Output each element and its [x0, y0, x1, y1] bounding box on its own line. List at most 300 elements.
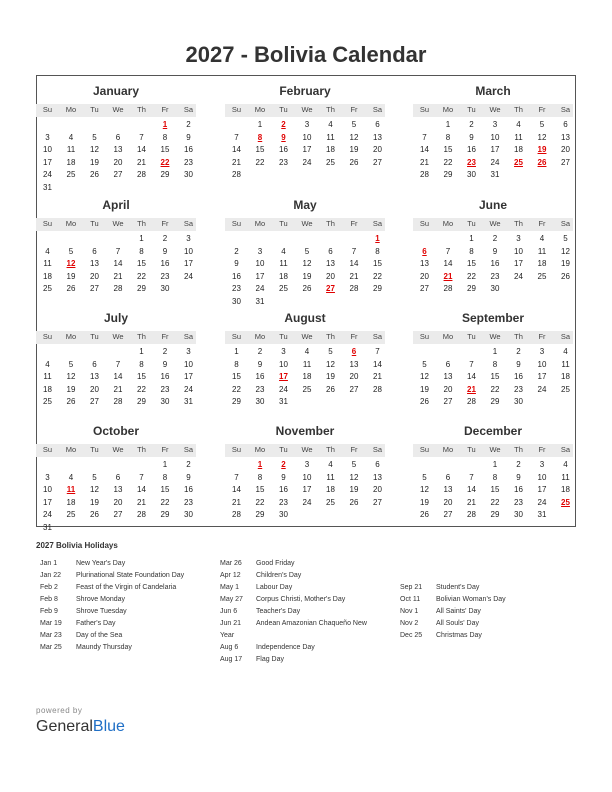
calendar-day: 7 [139, 472, 144, 482]
weekday-label: Tu [467, 445, 476, 454]
calendar-day: 26 [302, 284, 312, 294]
holiday-day: 21 [443, 271, 453, 281]
weekday-label: Tu [279, 445, 288, 454]
calendar-day: 6 [92, 246, 97, 256]
weekday-header [36, 104, 196, 117]
calendar-day: 19 [349, 145, 359, 155]
holiday-name: Shrove Tuesday [76, 608, 127, 615]
calendar-day: 13 [443, 372, 453, 382]
weekday-header [413, 104, 573, 117]
calendar-day: 12 [349, 472, 359, 482]
holiday-date: Aug 6 [220, 644, 239, 651]
calendar-day: 21 [113, 384, 123, 394]
calendar-day: 7 [115, 246, 121, 256]
calendar-day: 11 [302, 359, 312, 369]
calendar-day: 25 [66, 510, 76, 520]
calendar-day: 29 [137, 397, 146, 407]
weekday-label: Tu [90, 105, 99, 114]
holiday-day: 17 [279, 372, 288, 382]
calendar-day: 20 [113, 157, 123, 167]
calendar-day: 9 [257, 359, 263, 369]
calendar-day: 18 [66, 497, 76, 507]
calendar-day: 24 [302, 497, 312, 507]
calendar-day: 26 [90, 170, 99, 180]
weekday-header [413, 218, 573, 231]
calendar-day: 2 [162, 234, 168, 243]
calendar-day: 25 [326, 497, 335, 507]
weekday-label: Su [231, 445, 242, 454]
calendar-day: 14 [373, 359, 382, 369]
holiday-day: 6 [422, 246, 427, 256]
weekday-label: Tu [90, 219, 99, 228]
calendar-day: 1 [139, 347, 144, 356]
calendar-day: 18 [302, 372, 312, 382]
calendar-day: 30 [279, 510, 288, 520]
holiday-day: 1 [162, 120, 168, 129]
weekday-label: Th [514, 332, 523, 341]
weekday-label: Sa [560, 445, 571, 454]
calendar-day: 23 [514, 497, 523, 507]
calendar-day: 4 [539, 234, 545, 243]
calendar-day: 21 [467, 497, 476, 507]
weekday-label: Su [419, 105, 430, 114]
calendar-day: 4 [328, 120, 333, 129]
holiday-day: 25 [514, 157, 523, 167]
calendar-day: 31 [490, 170, 500, 180]
calendar-day: 20 [373, 145, 382, 155]
calendar-day: 18 [326, 485, 335, 495]
calendar-day: 6 [375, 120, 380, 129]
calendar-day: 29 [160, 510, 170, 520]
calendar-day: 6 [445, 359, 451, 369]
holiday-date: Oct 11 [400, 596, 421, 603]
calendar-day: 12 [537, 132, 547, 142]
weekday-label: Tu [279, 332, 288, 341]
calendar-day: 25 [43, 397, 52, 407]
brand-text-blue: Blue [92, 718, 125, 735]
calendar-day: 30 [184, 170, 193, 180]
month-name: September [461, 311, 525, 325]
holiday-date: Nov 2 [400, 620, 419, 627]
calendar-day: 5 [68, 359, 74, 369]
calendar-day: 4 [281, 246, 286, 256]
calendar-day: 16 [232, 271, 241, 281]
calendar-day: 14 [349, 259, 359, 269]
holiday-name: Independence Day [256, 644, 315, 651]
calendar-day: 27 [349, 384, 359, 394]
calendar-day: 1 [445, 120, 451, 129]
calendar-day: 31 [255, 297, 265, 306]
month-july [36, 311, 196, 416]
holiday-name: Feast of the Virgin of Candelaria [76, 584, 177, 591]
weekday-label: Tu [467, 332, 476, 341]
calendar-day: 7 [351, 246, 357, 256]
calendar-day: 6 [375, 460, 380, 469]
calendar-day: 31 [184, 397, 193, 407]
calendar-day: 2 [186, 120, 191, 129]
calendar-day: 29 [373, 284, 382, 294]
calendar-day: 22 [160, 497, 170, 507]
weekday-label: Tu [279, 105, 288, 114]
weekday-label: Th [514, 445, 523, 454]
calendar-day: 15 [255, 485, 265, 495]
calendar-day: 22 [232, 384, 241, 394]
calendar-day: 8 [162, 472, 168, 482]
calendar-day: 3 [281, 347, 286, 356]
calendar-day: 1 [257, 120, 263, 129]
weekday-label: We [112, 445, 124, 454]
calendar-day: 27 [113, 510, 123, 520]
calendar-day: 29 [255, 510, 265, 520]
calendar-day: 10 [514, 246, 523, 256]
calendar-day: 8 [375, 246, 380, 256]
calendar-day: 2 [162, 347, 168, 356]
calendar-day: 3 [304, 120, 310, 129]
calendar-day: 9 [162, 359, 168, 369]
calendar-day: 28 [443, 284, 453, 294]
calendar-day: 12 [66, 372, 76, 382]
calendar-day: 23 [160, 271, 170, 281]
holiday-name: Labour Day [256, 584, 293, 591]
calendar-day: 2 [234, 246, 239, 256]
holiday-name: Shrove Monday [76, 596, 126, 603]
holiday-date: Sep 21 [400, 584, 423, 591]
calendar-day: 4 [563, 460, 568, 469]
weekday-label: Sa [372, 219, 383, 228]
calendar-day: 6 [115, 472, 121, 482]
calendar-day: 30 [232, 297, 241, 306]
calendar-day: 6 [445, 472, 451, 482]
calendar-day: 22 [490, 384, 500, 394]
calendar-day: 6 [115, 132, 121, 142]
month-name: March [475, 84, 511, 98]
calendar-day: 24 [490, 157, 500, 167]
calendar-day: 7 [234, 132, 239, 142]
holiday-day: 22 [160, 157, 170, 167]
weekday-label: Fr [350, 445, 358, 454]
calendar-day: 14 [443, 259, 453, 269]
holiday-day: 27 [326, 284, 335, 294]
calendar-day: 23 [184, 497, 193, 507]
holiday-date: Feb 2 [40, 584, 58, 591]
month-name: December [463, 424, 523, 438]
month-march [413, 84, 573, 189]
calendar-day: 19 [302, 271, 312, 281]
calendar-day: 26 [349, 497, 359, 507]
weekday-label: Su [42, 219, 53, 228]
holiday-day: 25 [561, 497, 570, 507]
calendar-day: 3 [257, 246, 263, 256]
weekday-label: Mo [65, 332, 77, 341]
calendar-day: 23 [514, 384, 523, 394]
calendar-day: 24 [514, 271, 523, 281]
calendar-day: 19 [349, 485, 359, 495]
weekday-label: Sa [183, 219, 194, 228]
calendar-day: 30 [514, 397, 523, 407]
powered-by-label: powered by [36, 706, 83, 715]
holiday-day: 11 [66, 485, 76, 495]
calendar-day: 21 [349, 271, 359, 281]
month-february [225, 84, 385, 189]
weekday-header [225, 444, 385, 457]
calendar-day: 5 [68, 246, 74, 256]
calendar-day: 21 [113, 271, 123, 281]
calendar-day: 15 [373, 259, 382, 269]
weekday-label: Th [514, 105, 523, 114]
calendar-day: 29 [232, 397, 241, 407]
month-april [36, 198, 196, 303]
calendar-day: 23 [255, 384, 265, 394]
holiday-date: Feb 8 [40, 596, 58, 603]
calendar-day: 16 [490, 259, 500, 269]
calendar-day: 28 [373, 384, 382, 394]
calendar-day: 25 [302, 384, 312, 394]
weekday-label: Fr [350, 105, 358, 114]
holiday-date: Jun 21 [220, 620, 242, 627]
month-name: April [102, 198, 130, 212]
calendar-day: 10 [537, 359, 547, 369]
calendar-day: 21 [232, 157, 241, 167]
calendar-day: 23 [160, 384, 170, 394]
weekday-label: Sa [372, 332, 383, 341]
calendar-day: 3 [186, 347, 191, 356]
calendar-day: 28 [420, 170, 429, 180]
calendar-day: 13 [90, 372, 99, 382]
holiday-day: 12 [66, 259, 76, 269]
calendar-day: 17 [302, 485, 312, 495]
calendar-day: 31 [279, 397, 288, 407]
calendar-day: 27 [113, 170, 123, 180]
weekday-label: Sa [560, 219, 571, 228]
calendar-day: 26 [420, 510, 429, 520]
weekday-label: Th [514, 219, 523, 228]
holiday-name: Andean Amazonian Chaqueño New [256, 620, 367, 627]
calendar-day: 3 [492, 120, 498, 129]
calendar-day: 8 [139, 359, 144, 369]
calendar-day: 24 [184, 384, 193, 394]
calendar-day: 20 [113, 497, 123, 507]
calendar-day: 20 [90, 384, 99, 394]
holiday-name: Father's Day [76, 620, 116, 627]
calendar-day: 11 [43, 372, 52, 382]
calendar-day: 11 [326, 472, 335, 482]
calendar-day: 12 [420, 372, 429, 382]
calendar-day: 28 [467, 510, 476, 520]
calendar-day: 20 [349, 372, 359, 382]
calendar-day: 18 [43, 271, 52, 281]
calendar-day: 27 [561, 157, 570, 167]
calendar-day: 14 [113, 259, 123, 269]
weekday-label: Mo [254, 332, 266, 341]
calendar-day: 30 [160, 397, 170, 407]
calendar-day: 8 [469, 246, 474, 256]
weekday-label: We [112, 332, 124, 341]
calendar-day: 17 [302, 145, 312, 155]
calendar-day: 9 [281, 472, 286, 482]
weekday-label: Sa [372, 105, 383, 114]
calendar-day: 12 [90, 485, 99, 495]
holiday-name: New Year's Day [76, 560, 126, 567]
weekday-label: Mo [442, 105, 454, 114]
calendar-day: 27 [443, 397, 453, 407]
calendar-day: 20 [90, 271, 99, 281]
calendar-day: 9 [516, 472, 521, 482]
weekday-label: Th [326, 105, 335, 114]
weekday-label: Su [42, 332, 53, 341]
calendar-day: 17 [490, 145, 500, 155]
calendar-day: 22 [137, 271, 146, 281]
calendar-day: 14 [137, 485, 146, 495]
holiday-day: 8 [257, 132, 263, 142]
month-august [225, 311, 385, 416]
weekday-label: Sa [372, 445, 383, 454]
weekday-label: Mo [254, 445, 266, 454]
weekday-label: Th [326, 332, 335, 341]
calendar-day: 27 [420, 284, 429, 294]
month-june [413, 198, 573, 303]
calendar-day: 31 [43, 183, 52, 192]
weekday-label: Th [137, 445, 146, 454]
calendar-day: 11 [561, 359, 570, 369]
calendar-day: 10 [302, 472, 312, 482]
holiday-date: Year [220, 632, 235, 639]
calendar-day: 2 [257, 347, 263, 356]
weekday-label: Tu [279, 219, 288, 228]
holiday-date: Mar 23 [40, 632, 62, 639]
calendar-day: 30 [467, 170, 476, 180]
calendar-day: 9 [469, 132, 474, 142]
calendar-day: 5 [563, 234, 568, 243]
calendar-day: 15 [490, 485, 500, 495]
weekday-label: Fr [538, 445, 546, 454]
weekday-label: Fr [350, 219, 358, 228]
calendar-day: 18 [561, 485, 570, 495]
calendar-day: 2 [516, 460, 521, 469]
calendar-day: 8 [445, 132, 451, 142]
calendar-day: 15 [467, 259, 476, 269]
calendar-day: 7 [469, 472, 474, 482]
calendar-day: 1 [139, 234, 144, 243]
calendar-day: 13 [420, 259, 429, 269]
brand-logo[interactable] [36, 718, 125, 736]
weekday-label: Tu [467, 105, 476, 114]
calendar-day: 17 [43, 497, 52, 507]
calendar-day: 28 [137, 510, 146, 520]
calendar-day: 22 [255, 157, 265, 167]
holiday-name: Christmas Day [436, 632, 482, 639]
weekday-label: We [301, 105, 313, 114]
calendar-day: 26 [66, 397, 76, 407]
calendar-day: 29 [443, 170, 453, 180]
weekday-label: We [112, 105, 124, 114]
holiday-date: Feb 9 [40, 608, 58, 615]
calendar-day: 20 [443, 384, 453, 394]
weekday-label: We [301, 445, 313, 454]
calendar-day: 14 [232, 485, 241, 495]
calendar-day: 10 [537, 472, 547, 482]
calendar-day: 19 [326, 372, 335, 382]
weekday-label: Mo [65, 219, 77, 228]
weekday-label: Sa [183, 445, 194, 454]
weekday-label: Sa [183, 332, 194, 341]
calendar-day: 22 [467, 271, 476, 281]
holiday-date: Apr 12 [220, 572, 241, 579]
calendar-day: 9 [516, 359, 521, 369]
calendar-day: 12 [302, 259, 312, 269]
calendar-day: 16 [255, 372, 265, 382]
holiday-day: 21 [467, 384, 476, 394]
calendar-day: 23 [279, 157, 288, 167]
weekday-label: Su [419, 332, 430, 341]
weekday-label: Th [137, 332, 146, 341]
weekday-label: Sa [183, 105, 194, 114]
holiday-name: Flag Day [256, 656, 285, 663]
calendar-day: 21 [373, 372, 382, 382]
calendar-day: 4 [45, 359, 50, 369]
calendar-day: 9 [162, 246, 168, 256]
calendar-day: 7 [375, 347, 380, 356]
calendar-day: 26 [66, 284, 76, 294]
weekday-label: Mo [254, 219, 266, 228]
calendar-day: 3 [516, 234, 521, 243]
calendar-day: 10 [302, 132, 312, 142]
calendar-day: 26 [420, 397, 429, 407]
calendar-day: 10 [255, 259, 265, 269]
calendar-day: 25 [537, 271, 547, 281]
calendar-day: 16 [160, 259, 170, 269]
calendar-day: 15 [490, 372, 500, 382]
weekday-label: Su [42, 445, 53, 454]
calendar-day: 2 [469, 120, 474, 129]
calendar-day: 8 [257, 472, 263, 482]
calendar-day: 10 [184, 359, 193, 369]
calendar-day: 25 [561, 384, 570, 394]
weekday-label: We [301, 219, 313, 228]
calendar-day: 13 [349, 359, 359, 369]
calendar-day: 7 [469, 359, 474, 369]
holiday-date: Mar 25 [40, 644, 62, 651]
calendar-day: 21 [137, 497, 146, 507]
calendar-day: 17 [184, 372, 193, 382]
calendar-day: 22 [490, 497, 500, 507]
calendar-day: 16 [514, 372, 523, 382]
calendar-day: 16 [279, 485, 288, 495]
calendar-day: 1 [469, 234, 474, 243]
calendar-day: 15 [255, 145, 265, 155]
calendar-day: 26 [561, 271, 570, 281]
calendar-day: 21 [420, 157, 429, 167]
calendar-day: 6 [328, 246, 333, 256]
calendar-day: 18 [514, 145, 523, 155]
calendar-day: 2 [186, 460, 191, 469]
calendar-day: 5 [539, 120, 545, 129]
holiday-name: Bolivian Woman's Day [436, 596, 506, 603]
calendar-day: 15 [137, 372, 146, 382]
calendar-day: 11 [43, 259, 52, 269]
calendar-day: 19 [66, 271, 76, 281]
calendar-day: 29 [490, 510, 500, 520]
weekday-label: Su [419, 445, 430, 454]
calendar-day: 5 [351, 120, 357, 129]
month-name: May [293, 198, 317, 212]
calendar-day: 31 [43, 523, 52, 532]
calendar-day: 11 [561, 472, 570, 482]
weekday-label: Su [231, 105, 242, 114]
calendar-day: 11 [537, 246, 547, 256]
calendar-day: 17 [537, 372, 547, 382]
calendar-day: 9 [186, 472, 191, 482]
calendar-day: 1 [162, 460, 168, 469]
